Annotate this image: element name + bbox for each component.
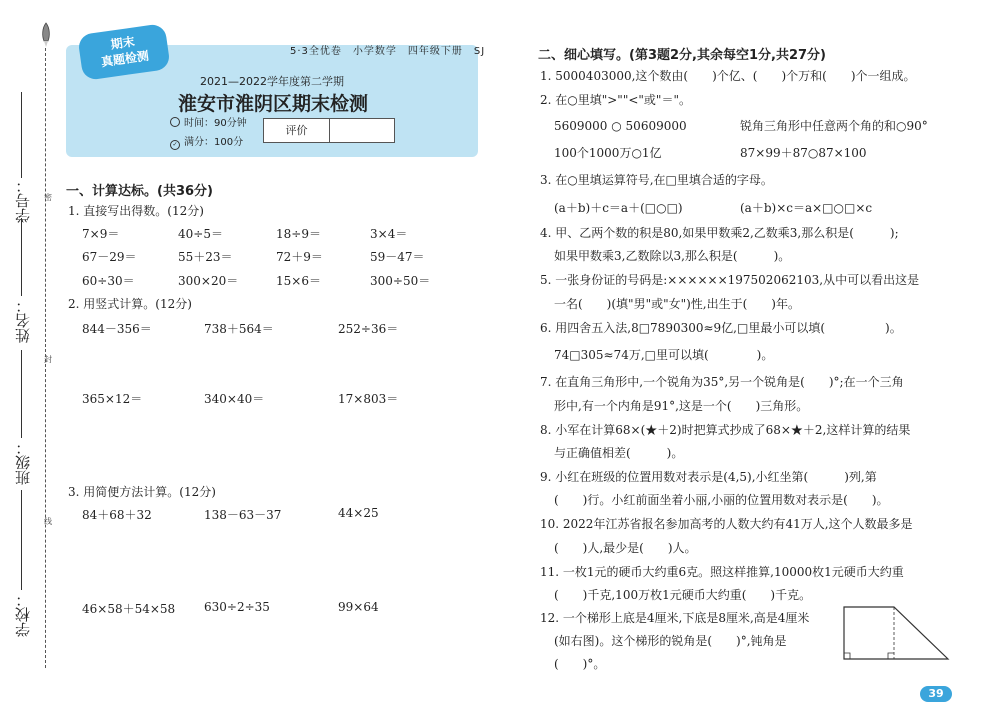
side-label-school: 学校： [14,592,32,637]
fill-q2-item: 87×99＋87○87×100 [740,146,867,160]
trapezoid-figure [842,605,952,663]
page-title: 淮安市淮阴区期末检测 [178,93,369,115]
fill-q2-item: 100个1000万○1亿 [554,146,662,160]
series-label: 5·3全优卷 小学数学 四年级下册 SJ [290,46,486,57]
fill-q2: 2. 在○里填">""<"或"＝"。 [540,93,691,107]
vertical-calc-item: 17×803＝ [338,392,399,406]
side-label-student-id: 学号： [14,178,32,223]
fill-q6-cont: 74□305≈74万,□里可以填( )。 [554,348,774,362]
fill-q6: 6. 用四舍五入法,8□7890300≈9亿,□里最小可以填( )。 [540,321,902,335]
fill-q4: 4. 甲、乙两个数的积是80,如果甲数乘2,乙数乘3,那么积是( ); [540,226,899,240]
badge-line1: 期末 [109,34,136,52]
section-1-title: 一、计算达标。(共36分) [66,184,213,199]
rocket-icon [38,22,54,48]
fill-q7-cont: 形中,有一个内角是91°,这是一个( )三角形。 [554,399,809,413]
side-fill-line [21,350,22,438]
calc-item: 60÷30＝ [82,274,135,288]
calc-item: 55＋23＝ [178,250,233,264]
question-1-title: 1. 直接写出得数。(12分) [68,204,204,218]
question-3-title: 3. 用简便方法计算。(12分) [68,485,216,499]
fill-q7: 7. 在直角三角形中,一个锐角为35°,另一个锐角是( )°;在一个三角 [540,375,904,389]
vertical-calc-item: 844－356＝ [82,322,152,336]
fill-q12-cont: ( )°。 [554,657,606,671]
side-fill-line [21,218,22,296]
side-label-class: 班级： [14,440,32,485]
badge-line2: 真题检测 [100,48,150,70]
calc-item: 72＋9＝ [276,250,323,264]
evaluation-label: 评价 [264,119,330,142]
side-label-name: 姓名： [14,298,32,343]
vertical-calc-item: 365×12＝ [82,392,143,406]
calc-item: 300×20＝ [178,274,239,288]
simplify-item: 46×58＋54×58 [82,602,176,616]
fill-q8: 8. 小军在计算68×(★＋2)时把算式抄成了68×★＋2,这样计算的结果 [540,423,911,437]
fill-q9-cont: ( )行。小红前面坐着小丽,小丽的位置用数对表示是( )。 [554,493,889,507]
vertical-calc-item: 738＋564＝ [204,322,274,336]
exam-score: ✓ 满分：100分 [170,133,243,150]
exam-time: 时间：90分钟 [170,114,247,129]
fill-q4-cont: 如果甲数乘3,乙数除以3,那么积是( )。 [554,249,791,263]
fill-q12: 12. 一个梯形上底是4厘米,下底是8厘米,高是4厘米 [540,611,810,625]
seal-char-mi: 密 [44,193,52,202]
simplify-item: 84＋68＋32 [82,508,152,522]
calc-item: 67－29＝ [82,250,137,264]
fill-q2-item: 5609000 ○ 50609000 [554,119,687,133]
fill-q10: 10. 2022年江苏省报名参加高考的人数大约有41万人,这个人数最多是 [540,517,913,531]
fill-q5-cont: 一名( )(填"男"或"女")性,出生于( )年。 [554,297,800,311]
vertical-calc-item: 252÷36＝ [338,322,399,336]
fill-q3-item: (a＋b)＋c＝a＋(□○□) [554,201,683,215]
seal-char-xian: 线 [44,517,52,526]
seal-char-feng: 封 [44,355,52,364]
question-2-title: 2. 用竖式计算。(12分) [68,297,192,311]
calc-item: 40÷5＝ [178,227,223,241]
fill-q9: 9. 小红在班级的位置用数对表示是(4,5),小红坐第( )列,第 [540,470,877,484]
page-number: 39 [920,686,952,702]
check-icon: ✓ [170,140,180,150]
school-year: 2021—2022学年度第二学期 [200,75,344,88]
fill-q1: 1. 5000403000,这个数由( )个亿、( )个万和( )个一组成。 [540,69,916,83]
simplify-item: 630÷2÷35 [204,600,270,614]
side-fill-line [21,92,22,178]
fill-q11-cont: ( )千克,100万枚1元硬币大约重( )千克。 [554,588,812,602]
section-2-title: 二、细心填写。(第3题2分,其余每空1分,共27分) [538,48,826,63]
calc-item: 3×4＝ [370,227,408,241]
fill-q3-item: (a＋b)×c＝a×□○□×c [740,201,873,215]
fill-q12-cont: (如右图)。这个梯形的锐角是( )°,钝角是 [554,634,787,648]
fill-q2-item: 锐角三角形中任意两个角的和○90° [740,119,928,133]
simplify-item: 44×25 [338,506,379,520]
clock-icon [170,117,180,127]
side-fill-line [21,490,22,590]
simplify-item: 138－63－37 [204,508,282,522]
calc-item: 18÷9＝ [276,227,321,241]
calc-item: 15×6＝ [276,274,321,288]
calc-item: 300÷50＝ [370,274,431,288]
simplify-item: 99×64 [338,600,379,614]
calc-item: 59－47＝ [370,250,425,264]
fill-q10-cont: ( )人,最少是( )人。 [554,541,697,555]
fill-q8-cont: 与正确值相差( )。 [554,446,684,460]
evaluation-field[interactable] [330,119,394,142]
fill-q11: 11. 一枚1元的硬币大约重6克。照这样推算,10000枚1元硬币大约重 [540,565,904,579]
fill-q5: 5. 一张身份证的号码是:××××××197502062103,从中可以看出这是 [540,273,920,287]
evaluation-box [263,118,395,143]
vertical-calc-item: 340×40＝ [204,392,265,406]
fill-q3: 3. 在○里填运算符号,在□里填合适的字母。 [540,173,773,187]
calc-item: 7×9＝ [82,227,120,241]
